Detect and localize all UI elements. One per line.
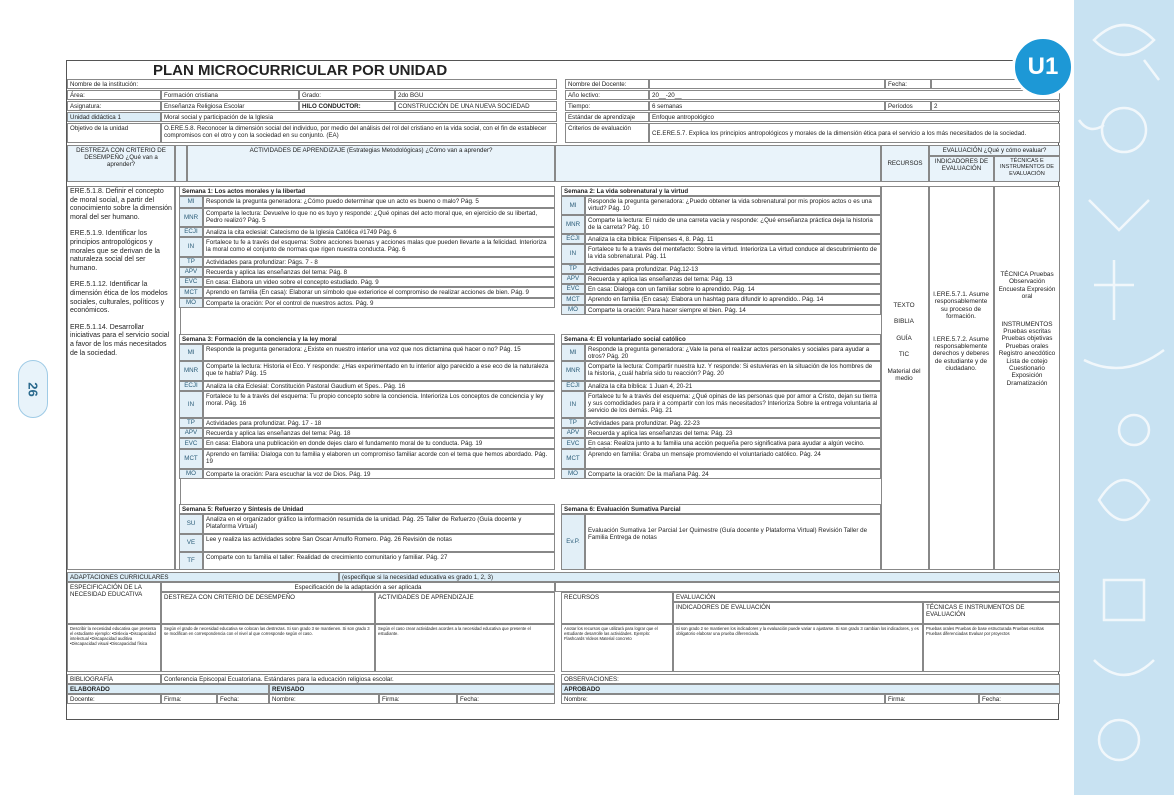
activity-code: IN <box>179 237 203 257</box>
grade-value: 2do BGU <box>395 90 557 100</box>
page-number-tab <box>18 360 48 418</box>
activity-text: Recuerda y aplica las enseñanzas del tema: Pág. 13 <box>585 274 881 284</box>
firma-label: Firma: <box>161 694 217 704</box>
activity-code: Ev.P. <box>561 514 585 570</box>
plan-sheet <box>66 60 1059 720</box>
week-5-title: Semana 5: Refuerzo y Síntesis de Unidad <box>179 504 555 514</box>
activity-text: Responde la pregunta generadora: ¿Existe en nuestro interior una voz que nos dictamina qué hacer o no? Pág. 15 <box>203 344 555 361</box>
activity-code: MNR <box>561 215 585 234</box>
activity-text: Analiza la cita eclesial: Catecismo de la Iglesia Católica #1749 Pág. 6 <box>203 227 555 237</box>
standard-value: Enfoque antropológico <box>649 112 1060 122</box>
activity-code: MO <box>561 469 585 479</box>
adapt-note-recursos: Anotar los recursos que utilizará para lograr que el estudiante desarrolle las actividades. Ejemplo: Flashcards Videos Material concreto <box>561 624 673 672</box>
activity-text: Aprendo en familia: Graba un mensaje promoviendo el voluntariado católico. Pág. 24 <box>585 449 881 469</box>
activity-text: Comparte la oración: Para escuchar la voz de Dios. Pág. 19 <box>203 469 555 479</box>
unit-value: Moral social y participación de la Iglesia <box>161 112 557 122</box>
recursos-column <box>881 186 929 570</box>
firma-label: Firma: <box>885 694 979 704</box>
teacher-field[interactable] <box>649 79 885 89</box>
activity-code: IN <box>561 244 585 264</box>
objective-value: O.ERE.5.8. Reconocer la dimensión social del individuo, por medio del análisis del rol del cristiano en la vida social, con el fin de establecer compromisos con el otro y con la sociedad en su conjunto. (EA) <box>161 123 557 143</box>
time-label: Tiempo: <box>565 101 649 111</box>
activity-code: MI <box>179 344 203 361</box>
destreza-item: ERE.5.1.9. Identificar los principios antropológicos y morales que se derivan de la naturaleza social del ser humano. <box>70 230 160 272</box>
institution-label: Nombre de la institución: <box>67 79 557 89</box>
recurso-item: TIC <box>898 351 910 359</box>
activity-code: IN <box>561 391 585 418</box>
recurso-item: Material del medio <box>887 367 921 383</box>
activity-code: SU <box>179 514 203 534</box>
activity-code: TP <box>179 418 203 428</box>
week-6-title: Semana 6: Evaluación Sumativa Parcial <box>561 504 881 514</box>
activity-code: MCT <box>179 449 203 469</box>
col-evaluacion-header: EVALUACIÓN ¿Qué y cómo evaluar? <box>929 145 1060 156</box>
activity-code: MO <box>179 469 203 479</box>
week-2-title: Semana 2: La vida sobrenatural y la virtud <box>561 186 881 196</box>
recurso-item: GUÍA <box>896 334 912 342</box>
activity-code: MNR <box>561 361 585 381</box>
firma-label: Firma: <box>379 694 457 704</box>
adapt-destreza-header: DESTREZA CON CRITERIO DE DESEMPEÑO <box>161 592 375 624</box>
tecnica-item: TÉCNICA Pruebas Observación Encuesta Expresión oral <box>998 271 1056 301</box>
activity-text: Fortalece tu fe a través del esquema: ¿Qué opinas de las personas que por amor a Cristo, dejan su tierra y sus comodidades para ir a compartir con los más necesitados? Interioriza Sobre la entrega voluntaria al servicio de los demás. Pág. 21 <box>585 391 881 418</box>
aprobado-label: APROBADO <box>561 684 1060 694</box>
bibliography-label: BIBLIOGRAFÍA <box>67 674 161 684</box>
fecha-label: Fecha: <box>457 694 555 704</box>
activity-text: En casa: Elabora un video sobre el concepto estudiado. Pág. 9 <box>203 277 555 287</box>
teacher-label: Nombre del Docente: <box>565 79 649 89</box>
activity-text: Comparte la lectura: El ruido de una carreta vacía y responde: ¿Qué enseñanza práctica deja la historia de la carreta? Pág. 10 <box>585 215 881 234</box>
school-year-value: 20__-20__ <box>649 90 1060 100</box>
area-label: Área: <box>67 90 161 100</box>
grade-label: Grado: <box>299 90 395 100</box>
destrezas-column <box>67 186 175 570</box>
elaborado-label: ELABORADO <box>67 684 269 694</box>
adapt-indicadores-header: INDICADORES DE EVALUACIÓN <box>673 602 923 624</box>
destreza-item: ERE.5.1.12. Identificar la dimensión ética de los modelos sociales, culturales, políticos y económicos. <box>70 281 168 315</box>
activity-text: Comparte con tu familia el taller: Realidad de crecimiento comunitario y familiar. Pág. 27 <box>203 552 555 570</box>
activity-text: Responde la pregunta generadora: ¿Cómo puedo determinar que un acto es bueno o malo? Pág. 5 <box>203 196 555 208</box>
area-value: Formación cristiana <box>161 90 299 100</box>
col-recursos-header: RECURSOS <box>881 145 929 182</box>
criteria-label: Criterios de evaluación <box>565 123 649 143</box>
adaptaciones-note: (especifique si la necesidad educativa es grado 1, 2, 3) <box>339 572 1060 582</box>
activity-code: APV <box>561 428 585 438</box>
espec-adaptacion-label: Especificación de la adaptación a ser aplicada <box>161 582 555 592</box>
activity-code: MI <box>561 196 585 215</box>
thread-value: CONSTRUCCIÓN DE UNA NUEVA SOCIEDAD <box>395 101 557 111</box>
activity-code: ECJI <box>561 234 585 244</box>
recurso-item: TEXTO <box>893 302 915 309</box>
bibliography-value: Conferencia Episcopal Ecuatoriana. Estándares para la educación religiosa escolar. <box>161 674 555 684</box>
espec-blank <box>555 582 1060 592</box>
unit-label: Unidad didáctica 1 <box>67 112 161 122</box>
decorative-side-panel <box>1074 0 1174 795</box>
activity-text: Analiza la cita Eclesial: Constitución Pastoral Gaudium et Spes.. Pág. 16 <box>203 381 555 391</box>
activity-code: MCT <box>561 294 585 305</box>
activity-text: Recuerda y aplica las enseñanzas del tema: Pág. 18 <box>203 428 555 438</box>
activity-text: Analiza en el organizador gráfico la información resumida de la unidad. Pág. 25 Taller de Refuerzo (Guía docente y Plataforma Virtual) <box>203 514 555 534</box>
activity-text: Recuerda y aplica las enseñanzas del tema: Pág. 8 <box>203 267 555 277</box>
activity-text: Fortalece tu fe a través del esquema: Sobre acciones buenas y acciones malas que pueden llevarte a la felicidad. Interioriza la moral como el conjunto de normas que rigen nuestra conducta. Pág. 6 <box>203 237 555 257</box>
activity-code: APV <box>179 267 203 277</box>
page-number: 26 <box>25 381 41 397</box>
col-actividades-header: ACTIVIDADES DE APRENDIZAJE (Estrategias Metodológicas) ¿Cómo van a aprender? <box>187 145 555 182</box>
activity-text: Comparte la lectura: Historia el Eco. Y responde: ¿Has experimentado en tu interior algo parecido a ese eco de la naturaleza que te habla? Pág. 15 <box>203 361 555 381</box>
col-destreza-header: DESTREZA CON CRITERIO DE DESEMPEÑO ¿Qué van a aprender? <box>67 145 175 182</box>
activity-code: TF <box>179 552 203 570</box>
activity-code: MCT <box>561 449 585 469</box>
activity-text: Comparte la lectura: Compartir nuestra luz. Y responde: Si estuvieras en la situación de los hombres de la historia, ¿cuál habría sido tu reacción? Pág. 20 <box>585 361 881 381</box>
periods-label: Períodos <box>885 101 931 111</box>
activity-text: Recuerda y aplica las enseñanzas del tema: Pág. 23 <box>585 428 881 438</box>
activity-code: EVC <box>179 277 203 287</box>
tecnica-item: INSTRUMENTOS Pruebas escritas Pruebas objetivas Pruebas orales Registro anecdótico Lista de cotejo Cuestionario Exposición Dramatización <box>998 320 1056 387</box>
activity-text: En casa: Realiza junto a tu familia una acción pequeña pero significativa para ayudar a algún vecino. <box>585 438 881 449</box>
fecha-label: Fecha: <box>979 694 1060 704</box>
activity-text: Comparte la oración: Para hacer siempre el bien. Pág. 14 <box>585 305 881 315</box>
adapt-note-necesidad: Describir la necesidad educativa que presenta el estudiante ejemplo: •Dislexia •Discapacidad intelectual •Discapacidad auditiva •Discapacidad visual •Discapacidad física <box>67 624 161 672</box>
activity-text: Comparte la lectura: Devuelve lo que no es tuyo y responde: ¿Qué opinas del acto moral que, en ejercicio de su libertad, Pedro realizó? Pág. 5 <box>203 208 555 227</box>
activity-code: APV <box>561 274 585 284</box>
revisado-label: REVISADO <box>269 684 555 694</box>
activity-text: Aprendo en familia (En casa): Elaborar un símbolo que exteriorice el compromiso de realizar acciones de bien. Pág. 9 <box>203 287 555 298</box>
activity-text: Responde la pregunta generadora: ¿Puedo obtener la vida sobrenatural por mis propios actos o es una virtud? Pág. 10 <box>585 196 881 215</box>
activity-code: MNR <box>179 361 203 381</box>
observations-label: OBSERVACIONES: <box>561 674 1060 684</box>
adapt-evaluacion-header: EVALUACIÓN <box>673 592 1060 602</box>
activity-text: Aprendo en familia (En casa): Elabora un hashtag para difundir lo aprendido.. Pág. 14 <box>585 294 881 305</box>
activity-code: EVC <box>561 284 585 294</box>
subject-label: Asignatura: <box>67 101 161 111</box>
activity-text: Analiza la cita bíblica: Filipenses 4, 8. Pág. 11 <box>585 234 881 244</box>
fecha-label: Fecha: <box>217 694 269 704</box>
adapt-actividades-header: ACTIVIDADES DE APRENDIZAJE <box>375 592 555 624</box>
adaptaciones-title: ADAPTACIONES CURRICULARES <box>67 572 339 582</box>
nombre-label: Nombre: <box>269 694 379 704</box>
col-actividades-header-2 <box>555 145 881 182</box>
destreza-item: ERE.5.1.8. Definir el concepto de moral social, a partir del conocimiento sobre la dimensión moral del ser humano. <box>70 188 172 221</box>
unit-badge: U1 <box>1012 36 1074 98</box>
tecnicas-column <box>994 186 1060 570</box>
thread-label: HILO CONDUCTOR: <box>299 101 395 111</box>
activity-text: Aprendo en familia: Dialoga con tu familia y elaboren un compromiso familiar acorde con el tema que hemos abordado. Pág. 19 <box>203 449 555 469</box>
activity-text: Comparte la oración: Por el control de nuestros actos. Pág. 9 <box>203 298 555 308</box>
periods-value: 2 <box>931 101 1060 111</box>
page-title: PLAN MICROCURRICULAR POR UNIDAD <box>153 62 448 79</box>
activity-text: Fortalece tu fe a través del esquema: Tu propio concepto sobre la conciencia. Interioriza Los conceptos de conciencia y ley moral. Pág. 16 <box>203 391 555 418</box>
activity-code: IN <box>179 391 203 418</box>
activity-code: EVC <box>561 438 585 449</box>
activity-code: MO <box>179 298 203 308</box>
nombre-label: Nombre: <box>561 694 885 704</box>
activity-code: ECJI <box>179 227 203 237</box>
week-3-title: Semana 3: Formación de la conciencia y la ley moral <box>179 334 555 344</box>
time-value: 6 semanas <box>649 101 885 111</box>
activity-text: Responde la pregunta generadora: ¿Vale la pena el realizar actos personales y sociales para ayudar a otros? Pág. 20 <box>585 344 881 361</box>
activity-text: En casa: Dialoga con un familiar sobre lo aprendido. Pág. 14 <box>585 284 881 294</box>
activity-code: ECJI <box>179 381 203 391</box>
subject-value: Enseñanza Religiosa Escolar <box>161 101 299 111</box>
indicador-item: I.ERE.5.7.2. Asume responsablemente derechos y deberes de estudiante y de ciudadano. <box>932 335 990 373</box>
activity-text: Lee y realiza las actividades sobre San Oscar Arnulfo Romero. Pág. 26 Revisión de notas <box>203 534 555 552</box>
activity-code: MI <box>561 344 585 361</box>
adapt-recursos-header: RECURSOS <box>561 592 673 624</box>
col-spacer <box>175 145 187 182</box>
activity-text: En casa: Elabora una publicación en donde dejes claro el fundamento moral de tu conducta. Pág. 19 <box>203 438 555 449</box>
date-label: Fecha: <box>885 79 931 89</box>
indicadores-column <box>929 186 994 570</box>
activity-text: Actividades para profundizar. Pág. 22-23 <box>585 418 881 428</box>
adapt-note-tecnicas: Pruebas orales Pruebas de base estructurada Pruebas escritas Pruebas diferenciadas Evaluar por proyectos <box>923 624 1060 672</box>
activity-code: MO <box>561 305 585 315</box>
activity-text: Actividades para profundizar. Pág. 17 - 18 <box>203 418 555 428</box>
activity-code: TP <box>179 257 203 267</box>
indicador-item: I.ERE.5.7.1. Asume responsablemente su proceso de formación. <box>933 291 989 321</box>
activity-text: Actividades para profundizar. Pág.12-13 <box>585 264 881 274</box>
activity-code: MI <box>179 196 203 208</box>
activity-text: Comparte la oración: De la mañana Pág. 24 <box>585 469 881 479</box>
activity-code: ECJI <box>561 381 585 391</box>
espec-necesidad-label: ESPECIFICACIÓN DE LA NECESIDAD EDUCATIVA <box>67 582 161 624</box>
activity-code: EVC <box>179 438 203 449</box>
activity-text: Analiza la cita bíblica: 1 Juan 4, 20-21 <box>585 381 881 391</box>
col-indicadores-header: INDICADORES DE EVALUACIÓN <box>929 156 994 182</box>
school-year-label: Año lectivo: <box>565 90 649 100</box>
week-1-title: Semana 1: Los actos morales y la libertad <box>179 186 555 196</box>
decorative-pattern-icon <box>1074 0 1174 795</box>
activity-code: APV <box>179 428 203 438</box>
objective-label: Objetivo de la unidad <box>67 123 161 143</box>
standard-label: Estándar de aprendizaje <box>565 112 649 122</box>
activity-text: Actividades para profundizar: Págs. 7 - 8 <box>203 257 555 267</box>
adapt-note-actividades: Según el caso crear actividades acordes a la necesidad educativa que presente el estudiante. <box>375 624 555 672</box>
activity-text: Evaluación Sumativa 1er Parcial 1er Quimestre (Guía docente y Plataforma Virtual) Revisión Taller de Familia Entrega de notas <box>585 514 881 570</box>
activity-code: MNR <box>179 208 203 227</box>
activity-code: TP <box>561 418 585 428</box>
destreza-item: ERE.5.1.14. Desarrollar iniciativas para el servicio social a favor de los más necesitados de la sociedad. <box>70 323 170 357</box>
docente-label: Docente: <box>67 694 161 704</box>
activity-code: VE <box>179 534 203 552</box>
recurso-item: BIBLIA <box>894 318 914 326</box>
adapt-note-indicadores: Si son grado 2 se mantienen los indicadores y la evaluación puede variar o ajustarse. Si son grado 3 cambian los indicadores, y es obligatorio elaborar una prueba diferenciada. <box>673 624 923 672</box>
criteria-value: CE.ERE.5.7. Explica los principios antropológicos y morales de la dimensión ética para el servicio a los más necesitados de la sociedad. <box>649 123 1060 143</box>
adapt-tecnicas-header: TÉCNICAS E INSTRUMENTOS DE EVALUACIÓN <box>923 602 1060 624</box>
activity-code: TP <box>561 264 585 274</box>
adapt-note-destreza: Según el grado de necesidad educativa se colocan las destrezas. Si son grado 3 se mantienen. Si son grado 3 se modifican en correspondencia con el nivel al que corresponde según el caso. <box>161 624 375 672</box>
activity-text: Fortalece tu fe a través del mentefacto: Sobre la virtud. Interioriza La virtud conduce al descubrimiento de la vida sobrenatural. Pág. 11 <box>585 244 881 264</box>
week-4-title: Semana 4: El voluntariado social católico <box>561 334 881 344</box>
col-tecnicas-header: TÉCNICAS E INSTRUMENTOS DE EVALUACIÓN <box>994 156 1060 182</box>
activity-code: MCT <box>179 287 203 298</box>
